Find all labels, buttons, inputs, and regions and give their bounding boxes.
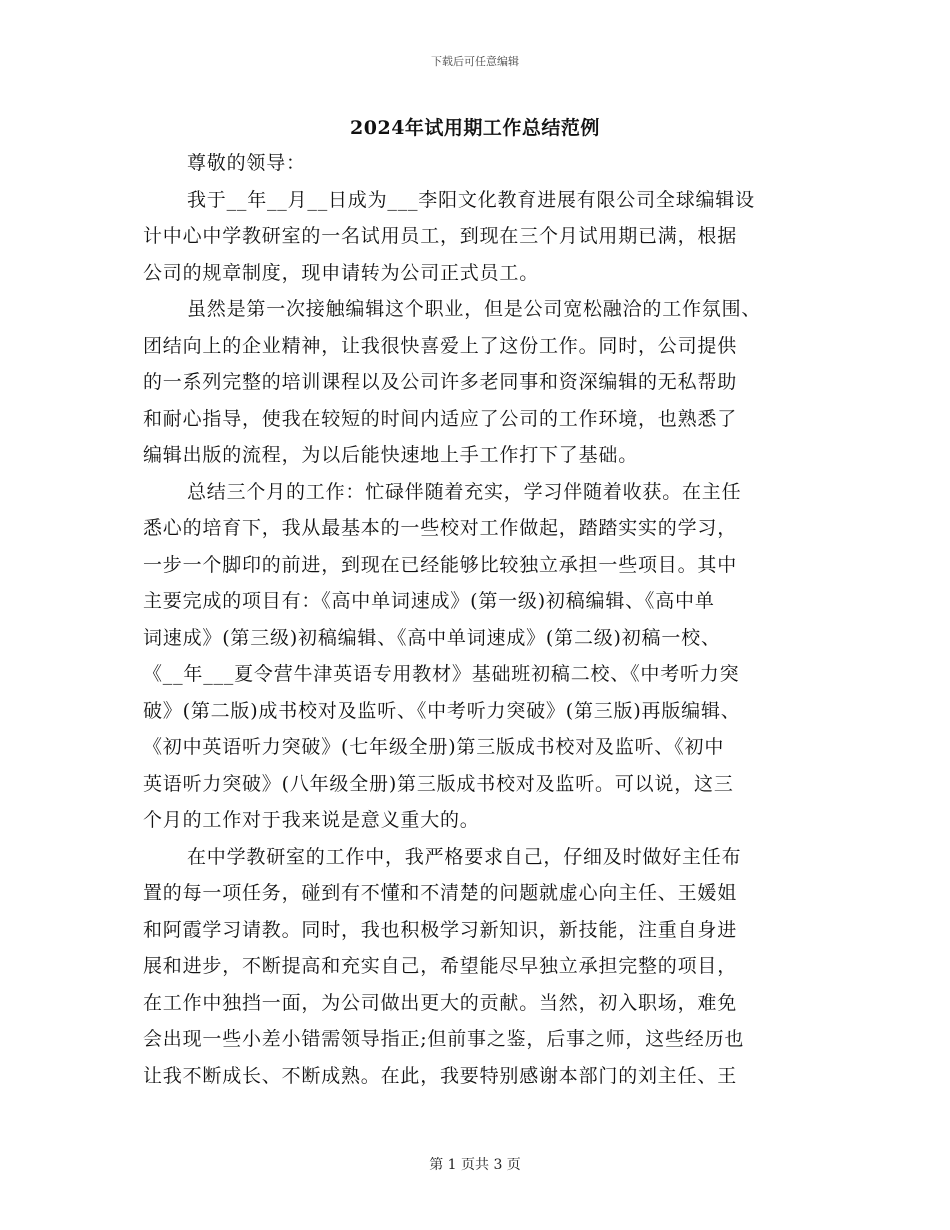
paragraph-3-line-7: 破》(第二版)成书校对及监听、《中考听力突破》(第三版)再版编辑、 — [143, 699, 741, 722]
paragraph-1-line-3: 公司的规章制度，现申请转为公司正式员工。 — [143, 261, 540, 284]
paragraph-2-line-4: 和耐心指导，使我在较短的时间内适应了公司的工作环境，也熟悉了 — [143, 407, 738, 430]
paragraph-3-line-4: 主要完成的项目有：《高中单词速成》(第一级)初稿编辑、《高中单 — [143, 590, 715, 612]
page-header-note: 下载后可任意编辑 — [431, 55, 519, 68]
paragraph-1-line-1: 我于__年__月__日成为___李阳文化教育进展有限公司全球编辑设 — [187, 188, 755, 211]
paragraph-3-line-10: 个月的工作对于我来说是意义重大的。 — [143, 809, 480, 831]
paragraph-2-line-2: 团结向上的企业精神，让我很快喜爱上了这份工作。同时，公司提供 — [143, 334, 738, 357]
document-body — [143, 145, 809, 1094]
paragraph-3-line-2: 悉心的培育下，我从最基本的一些校对工作做起，踏踏实实的学习， — [143, 517, 738, 539]
paragraph-3-line-3: 一步一个脚印的前进，到现在已经能够比较独立承担一些项目。其中 — [143, 553, 738, 576]
salutation-line: 尊敬的领导： — [187, 152, 306, 174]
paragraph-3-line-9: 英语听力突破》(八年级全册)第三版成书校对及监听。可以说，这三 — [143, 772, 734, 795]
paragraph-3-line-6: 《__年___夏令营牛津英语专用教材》基础班初稿二校、《中考听力突 — [143, 663, 740, 685]
paragraph-4-line-7: 让我不断成长、不断成熟。在此，我要特别感谢本部门的刘主任、王 — [143, 1064, 738, 1087]
paragraph-1-line-2: 计中心中学教研室的一名试用员工，到现在三个月试用期已满，根据 — [143, 225, 738, 247]
paragraph-3-line-8: 《初中英语听力突破》(七年级全册)第三版成书校对及监听、《初中 — [143, 736, 725, 758]
paragraph-4-line-2: 置的每一项任务，碰到有不懂和不清楚的问题就虚心向主任、王媛姐 — [143, 882, 738, 904]
paragraph-2-line-1: 虽然是第一次接触编辑这个职业，但是公司宽松融洽的工作氛围、 — [187, 298, 762, 320]
paragraph-4-line-6: 会出现一些小差小错需领导指正;但前事之鉴，后事之师，这些经历也 — [143, 1028, 745, 1050]
paragraph-4-line-3: 和阿霞学习请教。同时，我也积极学习新知识，新技能，注重自身进 — [143, 918, 738, 941]
paragraph-3-line-1: 总结三个月的工作：忙碌伴随着充实，学习伴随着收获。在主任 — [187, 480, 742, 503]
paragraph-2-line-3: 的一系列完整的培训课程以及公司许多老同事和资深编辑的无私帮助 — [143, 371, 738, 393]
paragraph-2-line-5: 编辑出版的流程，为以后能快速地上手工作打下了基础。 — [143, 444, 639, 466]
page-number-footer: 第 1 页共 3 页 — [429, 1157, 521, 1173]
paragraph-3-line-5: 词速成》(第三级)初稿编辑、《高中单词速成》(第二级)初稿一校、 — [143, 626, 721, 649]
document-title: 2024年试用期工作总结范例 — [350, 117, 600, 139]
paragraph-4-line-5: 在工作中独挡一面，为公司做出更大的贡献。当然，初入职场，难免 — [143, 991, 738, 1014]
paragraph-4-line-1: 在中学教研室的工作中，我严格要求自己，仔细及时做好主任布 — [187, 845, 742, 868]
paragraph-4-line-4: 展和进步，不断提高和充实自己，希望能尽早独立承担完整的项目， — [143, 955, 738, 977]
